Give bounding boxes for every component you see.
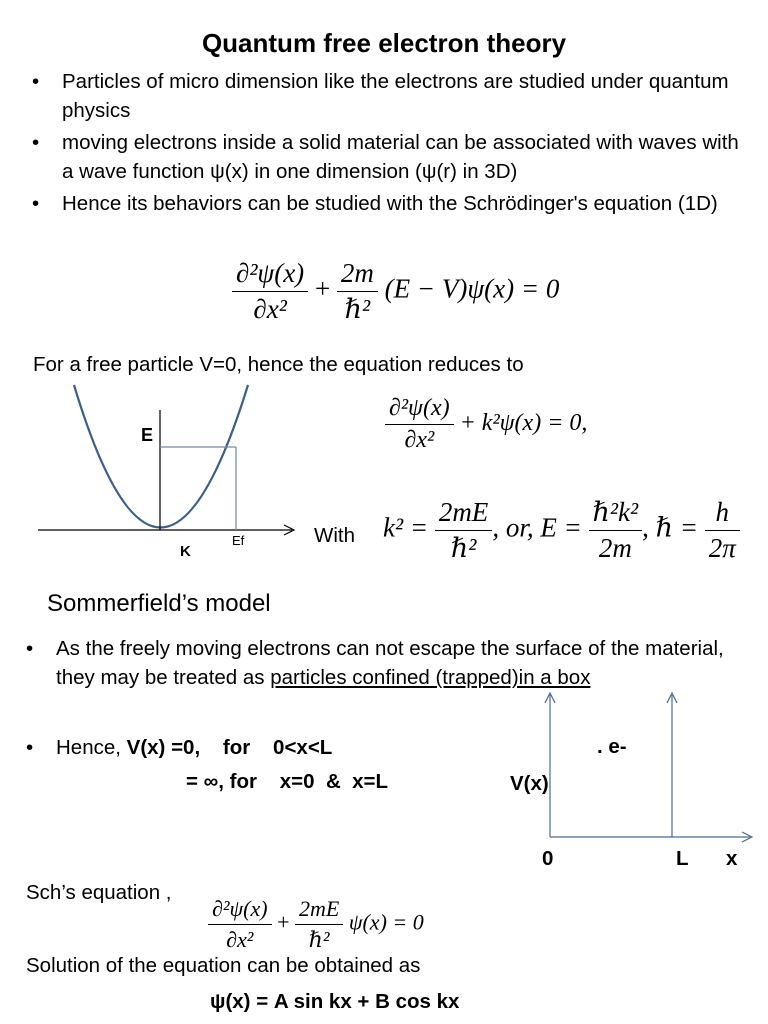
sch-equation-label: Sch’s equation , — [26, 881, 172, 904]
sommerfeld-text-part1: As the freely moving electrons can not escape the surface of the material, they may be treated as — [56, 637, 724, 689]
dispersion-relation — [383, 497, 740, 564]
box-origin-label: 0 — [542, 847, 554, 870]
eq3-lhs: k² = — [383, 512, 429, 543]
eq1-numerator-2: 2m — [337, 258, 378, 292]
with-label: With — [314, 524, 355, 547]
eq3-numerator-2: ℏ²k² — [589, 497, 643, 531]
potential-label: V(x) — [510, 772, 549, 795]
box-schrodinger-equation — [208, 896, 424, 953]
graph-k-label: K — [180, 543, 191, 560]
eq1-rest: (E − V)ψ(x) = 0 — [384, 273, 560, 304]
free-particle-text: For a free particle V=0, hence the equation reduces to — [33, 353, 524, 376]
eq2-denominator: ∂x² — [404, 427, 435, 453]
bullet-dot: • — [26, 637, 34, 660]
sommerfeld-text-underlined: particles confined (trapped)in a box — [270, 666, 591, 689]
eq4-denominator-1: ∂x² — [226, 927, 254, 952]
eq1-denominator-2: ℏ² — [344, 294, 371, 324]
bullet-2-text: moving electrons inside a solid material can be associated with waves with a wave function ψ(x) in one dimension (ψ(r) in 3D) — [62, 131, 739, 183]
bullet-dot: • — [32, 131, 40, 154]
electron-label: . e- — [597, 735, 627, 758]
box-length-label: L — [676, 847, 689, 870]
sommerfeld-bullet-text — [56, 634, 756, 692]
bullet-3-text: Hence its behaviors can be studied with the Schrödinger's equation (1D) — [62, 192, 718, 215]
eq1-plus: + — [314, 273, 331, 304]
parabola-curve — [74, 385, 248, 528]
eq3-denominator-1: ℏ² — [450, 533, 477, 563]
bullet-dot: • — [32, 70, 40, 93]
eq4-numerator-2: 2mE — [295, 896, 343, 925]
solution-text: Solution of the equation can be obtained as — [26, 954, 421, 977]
bullet-dot: • — [26, 736, 34, 759]
eq1-numerator: ∂²ψ(x) — [232, 258, 308, 292]
bullet-1-text: Particles of micro dimension like the electrons are studied under quantum physics — [62, 70, 729, 122]
eq2-rest: + k²ψ(x) = 0, — [459, 410, 588, 437]
bullet-dot: • — [32, 192, 40, 215]
potential-box-diagram — [540, 685, 760, 845]
eq2-numerator: ∂²ψ(x) — [385, 395, 454, 425]
eq3-numerator-1: 2mE — [435, 497, 493, 531]
graph-e-label: E — [141, 425, 154, 445]
box-x-label: x — [726, 847, 738, 870]
hence-condition: V(x) =0, for 0<x<L — [126, 736, 333, 759]
eq3-numerator-3: h — [705, 497, 740, 531]
infinity-condition: = ∞, for x=0 & x=L — [186, 770, 389, 793]
eq3-mid2: , ℏ = — [642, 512, 698, 543]
graph-ef-label: Ef — [232, 533, 245, 548]
solution-equation: ψ(x) = A sin kx + B cos kx — [210, 990, 460, 1013]
eq4-denominator-2: ℏ² — [308, 927, 330, 952]
eq4-numerator-1: ∂²ψ(x) — [208, 896, 272, 925]
hence-prefix: Hence, — [56, 736, 127, 759]
free-particle-equation — [385, 395, 587, 454]
energy-parabola-graph — [30, 380, 300, 570]
eq1-denominator: ∂x² — [253, 294, 287, 324]
eq4-rest: ψ(x) = 0 — [348, 909, 424, 935]
sommerfeld-heading: Sommerfield’s model — [47, 590, 271, 617]
eq3-mid: , or, E = — [492, 512, 582, 543]
eq3-denominator-3: 2π — [708, 533, 736, 563]
eq4-plus: + — [277, 909, 290, 935]
eq3-denominator-2: 2m — [598, 533, 632, 563]
schrodinger-equation-1d — [232, 258, 559, 325]
page-title: Quantum free electron theory — [201, 28, 567, 58]
